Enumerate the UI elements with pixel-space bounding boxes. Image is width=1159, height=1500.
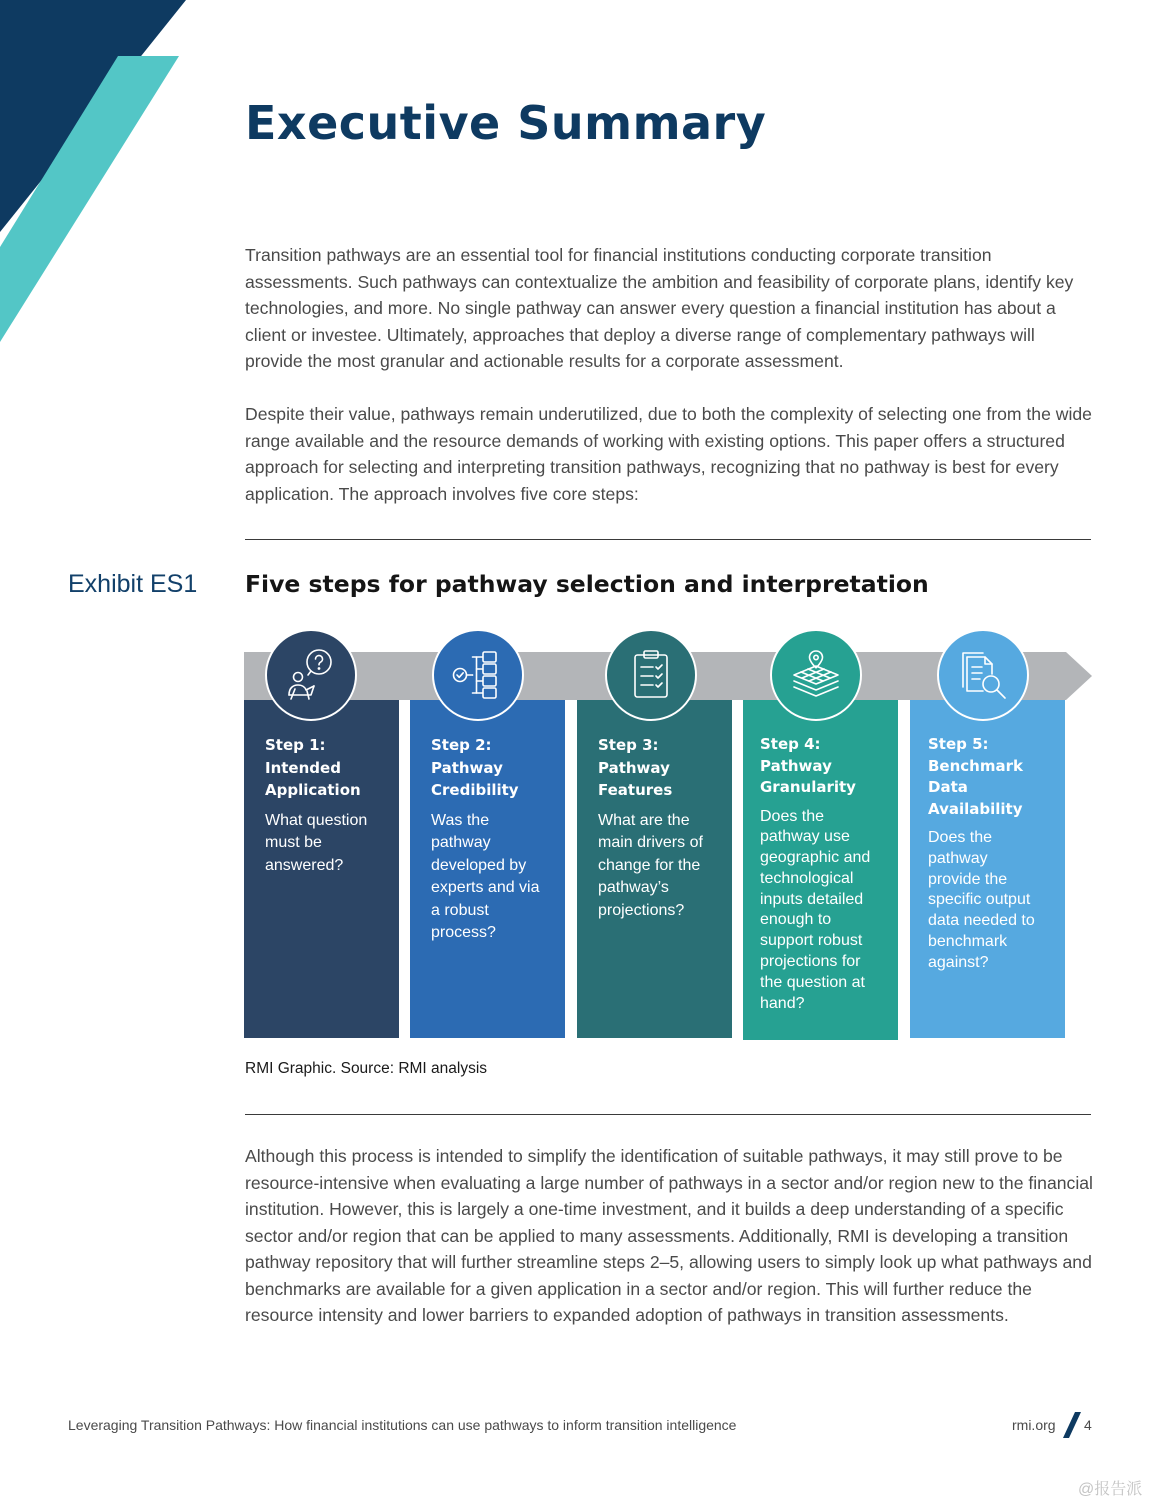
step-question: Does the pathway provide the specific output data needed to benchmark against?: [928, 829, 1035, 971]
clipboard-checklist-icon: [605, 629, 697, 721]
exhibit-source: RMI Graphic. Source: RMI analysis: [245, 1060, 488, 1077]
step-question: Does the pathway use geographic and technological inputs detailed enough to support robust projections for the question at hand?: [760, 807, 871, 1012]
step-title: Step 5: Benchmark Data Availability: [928, 735, 1023, 818]
step-card-1: [244, 700, 399, 1038]
exhibit-label: Exhibit ES1: [68, 570, 198, 598]
step-question: What question must be answered?: [265, 811, 368, 874]
step-card-3: [577, 700, 732, 1038]
step-card-5: [910, 700, 1065, 1038]
map-layers-icon: [770, 629, 862, 721]
footer-site-link[interactable]: rmi.org: [1012, 1417, 1056, 1433]
intro-paragraph-1: Transition pathways are an essential tool for financial institutions conducting corporate transition assessments. Such pathways can contextualize the ambition and feasibility of corporate plans, identify key technologies, and more. No single pathway can answer every question a financial institution has about a client or investee. Ultimately, approaches that deploy a diverse range of complementary pathways will provide the most granular and actionable results for a corporate assessment.: [245, 245, 1074, 371]
footer-document-title: Leveraging Transition Pathways: How financial institutions can use pathways to inform transition intelligence: [68, 1417, 737, 1433]
step-title: Step 2: Pathway Credibility: [431, 736, 519, 799]
page-title: Executive Summary: [245, 96, 767, 150]
step-question: What are the main drivers of change for the pathway’s projections?: [598, 811, 703, 919]
exhibit-bottom-rule: [245, 1114, 1091, 1115]
step-title: Step 3: Pathway Features: [598, 736, 673, 799]
closing-paragraph: Although this process is intended to simplify the identification of suitable pathways, it may still prove to be resource-intensive when evaluating a large number of pathways in a sector and/or region new to the financial institution. However, this is largely a one-time investment, and it builds a deep understanding of a specific sector and/or region that can be applied to many assessments. Additionally, RMI is developing a transition pathway repository that will further streamline steps 2–5, allowing users to simply look up what pathways and benchmarks are available for a given application in a sector and/or region. This will further reduce the resource intensity and lower barriers to expanded adoption of pathways in transition assessments.: [245, 1146, 1093, 1325]
flowchart-check-icon: [432, 629, 524, 721]
exhibit-title: Five steps for pathway selection and interpretation: [245, 570, 929, 598]
step-title: Step 4: Pathway Granularity: [760, 735, 856, 796]
document-magnifier-icon: [937, 629, 1029, 721]
question-person-icon: [265, 629, 357, 721]
watermark: @报告派: [1078, 1481, 1143, 1498]
intro-paragraph-2: Despite their value, pathways remain underutilized, due to both the complexity of selecting one from the wide range available and the resource demands of working with existing options. This paper offers a structured approach for selecting and interpreting transition pathways, recognizing that no pathway is best for every application. The approach involves five core steps:: [245, 404, 1092, 504]
process-arrow-tip: [1066, 652, 1092, 700]
step-card-2: [410, 700, 565, 1038]
step-question: Was the pathway developed by experts and via a robust process?: [431, 811, 540, 941]
exhibit-top-rule: [245, 539, 1091, 540]
step-card-4: [743, 700, 898, 1040]
step-title: Step 1: Intended Application: [265, 736, 361, 799]
corner-decoration: [0, 0, 200, 350]
footer-slash-mark: [1063, 1412, 1083, 1438]
page-number: 4: [1084, 1417, 1092, 1433]
